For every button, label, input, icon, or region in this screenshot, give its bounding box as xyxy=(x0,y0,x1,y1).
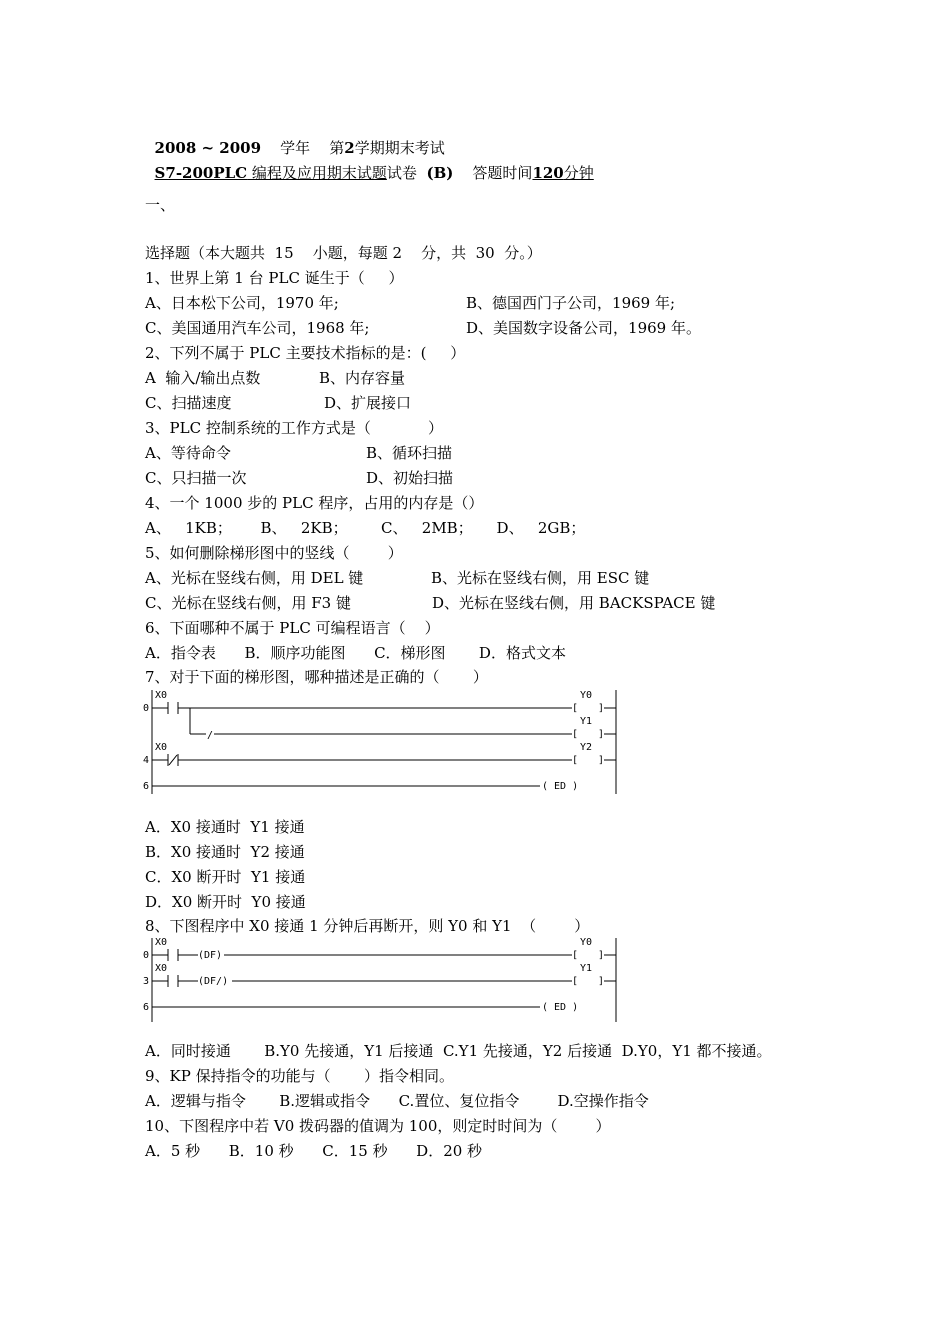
q2-option-b: B、内存容量 xyxy=(319,369,406,387)
q3-option-a: A、等待命令 xyxy=(145,444,231,462)
exam-duration: 120 xyxy=(532,164,564,182)
q5-option-d: D、光标在竖线右侧，用 BACKSPACE 键 xyxy=(432,594,716,612)
q7-output-y2: Y2 xyxy=(580,742,593,753)
q7-output-y0: Y0 xyxy=(580,690,593,701)
q7-coil-y0-open: [ xyxy=(572,703,579,714)
q8-coil-y1-close: ] xyxy=(598,976,605,987)
q8-coil-y1-open: [ xyxy=(572,976,579,987)
q8-step-6: 6 xyxy=(143,1002,150,1013)
q6-stem: 6、下面哪种不属于 PLC 可编程语言（ ） xyxy=(145,619,440,637)
q1-stem: 1、世界上第 1 台 PLC 诞生于（ ） xyxy=(145,269,404,287)
q7-coil-y2-open: [ xyxy=(572,755,579,766)
q7-step-0: 0 xyxy=(143,703,150,714)
q5-option-a: A、光标在竖线右侧，用 DEL 键 xyxy=(145,569,364,587)
q8-func-df-inverse: (DF/) xyxy=(198,976,229,987)
q7-step-4: 4 xyxy=(143,755,150,766)
q7-output-y1: Y1 xyxy=(580,716,593,727)
q1-option-a: A、日本松下公司，1970 年; xyxy=(145,294,339,312)
q1-option-d: D、美国数字设备公司，1969 年。 xyxy=(466,319,701,337)
q9-stem: 9、KP 保持指令的功能与（ ）指令相同。 xyxy=(145,1067,454,1085)
exam-title-line: S7-200PLC 编程及应用期末试题试卷 (B) 答题时间120分钟 xyxy=(154,164,594,182)
q7-nc-mark: / xyxy=(207,730,214,741)
q4-stem: 4、一个 1000 步的 PLC 程序，占用的内存是（） xyxy=(145,494,484,512)
q7-option-c: C．X0 断开时 Y1 接通 xyxy=(145,868,306,886)
q8-coil-y0-open: [ xyxy=(572,950,579,961)
q3-option-b: B、循环扫描 xyxy=(366,444,453,462)
section-mark: 一、 xyxy=(145,196,176,214)
q7-coil-y1-open: [ xyxy=(572,729,579,740)
q7-coil-y2-close: ] xyxy=(598,755,605,766)
q5-stem: 5、如何删除梯形图中的竖线（ ） xyxy=(145,544,403,562)
course-name: 编程及应用期末试题 xyxy=(247,164,387,182)
q7-coil-y1-close: ] xyxy=(598,729,605,740)
q7-stem: 7、对于下面的梯形图，哪种描述是正确的（ ） xyxy=(145,668,488,686)
q7-coil-y0-close: ] xyxy=(598,703,605,714)
q1-option-c: C、美国通用汽车公司，1968 年; xyxy=(145,319,370,337)
q8-output-y0: Y0 xyxy=(580,937,593,948)
q3-option-d: D、初始扫描 xyxy=(366,469,454,487)
q8-step-3: 3 xyxy=(143,976,150,987)
q8-options: A．同时接通 B.Y0 先接通，Y1 后接通 C.Y1 先接通，Y2 后接通 D.Y0，Y1 都不接通。 xyxy=(145,1042,772,1060)
q2-option-c: C、扫描速度 xyxy=(145,394,232,412)
q5-option-c: C、光标在竖线右侧，用 F3 键 xyxy=(145,594,351,612)
q2-option-d: D、扩展接口 xyxy=(324,394,412,412)
q7-option-b: B．X0 接通时 Y2 接通 xyxy=(145,843,305,861)
q7-option-a: A．X0 接通时 Y1 接通 xyxy=(145,818,305,836)
section-intro: 选择题（本大题共 15 小题，每题 2 分，共 30 分。） xyxy=(145,244,542,262)
q9-options: A．逻辑与指令 B.逻辑或指令 C.置位、复位指令 D.空操作指令 xyxy=(145,1092,649,1110)
q10-options: A．5 秒 B．10 秒 C．15 秒 D．20 秒 xyxy=(145,1142,483,1160)
q7-option-d: D．X0 断开时 Y0 接通 xyxy=(145,893,306,911)
school-year: 2008 ~ 2009 xyxy=(154,139,262,157)
q2-option-a: A 输入/输出点数 xyxy=(145,369,261,387)
q8-step-0: 0 xyxy=(143,950,150,961)
q8-input-x0-a: X0 xyxy=(155,937,168,948)
paper-version: (B) xyxy=(426,164,454,182)
exam-term-line: 2008 ~ 2009 学年 第2学期期末考试 xyxy=(154,139,445,157)
q7-step-6: 6 xyxy=(143,781,150,792)
q5-option-b: B、光标在竖线右侧，用 ESC 键 xyxy=(431,569,650,587)
q8-stem: 8、下图程序中 X0 接通 1 分钟后再断开，则 Y0 和 Y1 （ ） xyxy=(145,917,590,935)
q3-stem: 3、PLC 控制系统的工作方式是（ ） xyxy=(145,419,444,437)
q8-output-y1: Y1 xyxy=(580,963,593,974)
q1-option-b: B、德国西门子公司，1969 年; xyxy=(466,294,676,312)
q3-option-c: C、只扫描一次 xyxy=(145,469,247,487)
q6-options: A．指令表 B．顺序功能图 C．梯形图 D．格式文本 xyxy=(145,644,566,662)
q8-ladder-diagram xyxy=(140,936,630,1026)
q2-stem: 2、下列不属于 PLC 主要技术指标的是：( ） xyxy=(145,344,466,362)
q7-input-x0-b: X0 xyxy=(155,742,168,753)
q8-input-x0-b: X0 xyxy=(155,963,168,974)
q8-end-instruction: ( ED ) xyxy=(542,1002,579,1013)
q7-ladder-diagram xyxy=(140,688,630,798)
q4-options: A、 1KB； B、 2KB； C、 2MB； D、 2GB； xyxy=(145,519,586,537)
q8-func-df: (DF) xyxy=(198,950,223,961)
course-code: S7-200PLC xyxy=(154,164,248,182)
q7-input-x0-a: X0 xyxy=(155,690,168,701)
q8-coil-y0-close: ] xyxy=(598,950,605,961)
school-year-suffix: 学年 xyxy=(280,139,311,157)
q10-stem: 10、下图程序中若 V0 拨码器的值调为 100，则定时时间为（ ） xyxy=(145,1117,611,1135)
q7-end-instruction: ( ED ) xyxy=(542,781,579,792)
